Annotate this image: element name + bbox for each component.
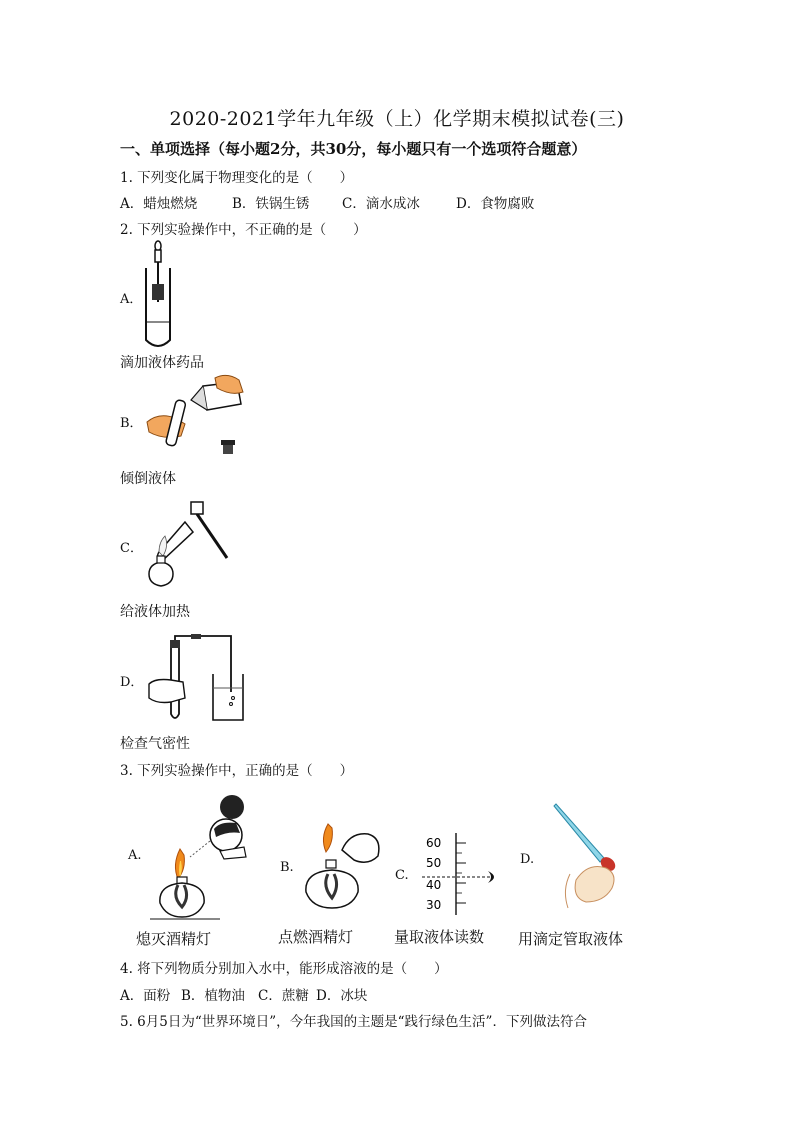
light-lamp-figure	[298, 820, 388, 920]
cylinder-tick-50: 50	[426, 856, 442, 870]
q2-option-c-letter: C．	[120, 541, 143, 556]
dropper-in-test-tube-figure	[140, 240, 180, 350]
q2-option-c-caption: 给液体加热	[120, 604, 190, 620]
q4-option-d: D．冰块	[316, 988, 368, 1004]
q3-option-b-letter: B.	[280, 860, 294, 875]
page-title: 2020-2021学年九年级（上）化学期末模拟试卷(三)	[169, 108, 625, 130]
q1-option-d: D．食物腐败	[456, 196, 535, 212]
q1-option-a: A．蜡烛燃烧	[120, 196, 198, 212]
q3-option-d-letter: D.	[520, 852, 535, 867]
question-5-stem: 5. 6月5日为“世界环境日”，今年我国的主题是“践行绿色生活”．下列做法符合	[120, 1014, 587, 1030]
q3-option-c-letter: C.	[395, 868, 409, 883]
section-heading: 一、单项选择（每小题2分，共30分，每小题只有一个选项符合题意）	[120, 140, 587, 158]
question-4-stem: 4. 将下列物质分别加入水中，能形成溶液的是（ ）	[120, 961, 448, 977]
dropper-figure	[548, 802, 638, 914]
q2-option-a-caption: 滴加液体药品	[120, 355, 204, 371]
extinguish-lamp-figure	[150, 785, 260, 921]
q2-option-b-letter: B．	[120, 416, 143, 431]
cylinder-tick-40: 40	[426, 878, 442, 892]
airtightness-check-figure	[145, 632, 245, 724]
graduated-cylinder-figure	[420, 829, 510, 919]
cylinder-tick-30: 30	[426, 898, 442, 912]
q3-option-c-caption: 量取液体读数	[394, 928, 485, 946]
q4-option-a: A．面粉	[120, 988, 171, 1004]
q3-option-b-caption: 点燃酒精灯	[278, 928, 354, 946]
pouring-liquid-figure	[145, 374, 245, 462]
heating-test-tube-figure	[145, 500, 235, 590]
question-1-stem: 1. 下列变化属于物理变化的是（ ）	[120, 170, 354, 186]
q2-option-a-letter: A．	[120, 292, 143, 307]
question-2-stem: 2. 下列实验操作中，不正确的是（ ）	[120, 222, 367, 238]
q2-option-d-caption: 检查气密性	[120, 736, 190, 752]
q3-option-a-caption: 熄灭酒精灯	[136, 930, 212, 948]
q4-option-c: C．蔗糖	[258, 988, 309, 1004]
q3-option-a-letter: A.	[128, 848, 142, 863]
question-3-stem: 3. 下列实验操作中，正确的是（ ）	[120, 763, 354, 779]
q2-option-d-letter: D．	[120, 675, 144, 690]
q3-option-d-caption: 用滴定管取液体	[518, 930, 624, 948]
cylinder-tick-60: 60	[426, 836, 442, 850]
q1-option-c: C．滴水成冰	[342, 196, 420, 212]
q2-option-b-caption: 倾倒液体	[120, 471, 176, 487]
q1-option-b: B．铁锅生锈	[232, 196, 310, 212]
q4-option-b: B．植物油	[181, 988, 245, 1004]
